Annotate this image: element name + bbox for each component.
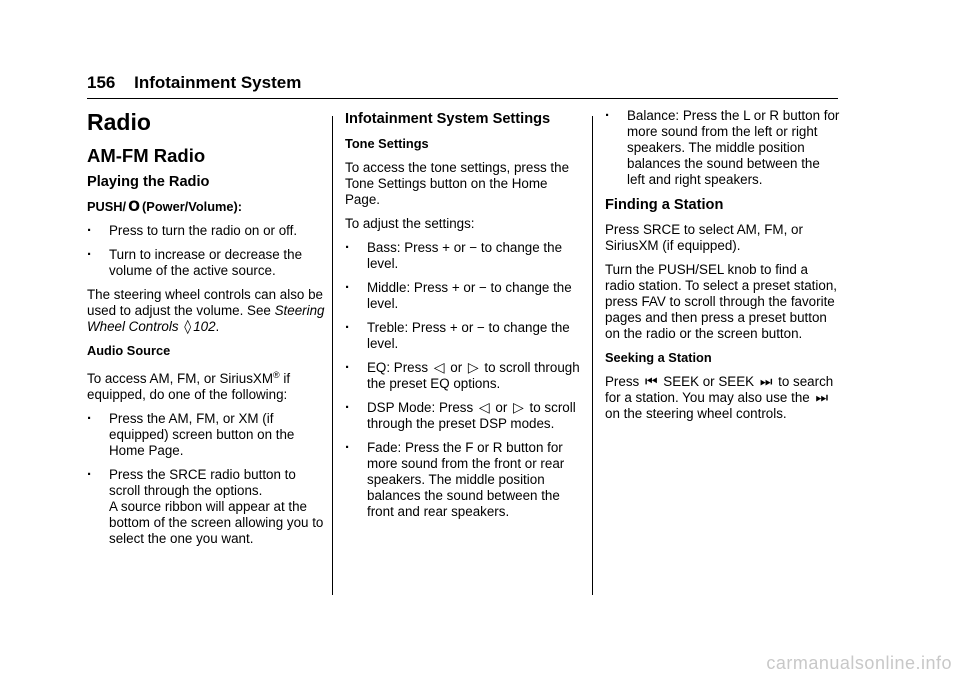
seek-back-icon: ⏮ xyxy=(644,374,658,390)
watermark: carmanualsonline.info xyxy=(766,653,952,673)
list-item: . Treble: Press + or − to change the level. xyxy=(345,315,570,351)
bullet-icon: . xyxy=(87,218,92,235)
section-title-finding: Finding a Station xyxy=(605,197,724,213)
bullet-icon: . xyxy=(345,395,350,412)
steering-controls-link[interactable]: Steering Wheel Controls xyxy=(87,303,325,334)
page-number: 156 xyxy=(87,73,116,92)
tone-paragraph: To access the tone settings, press the Tone Settings button on the Home Page. xyxy=(345,160,570,207)
right-arrow-icon: ▷ xyxy=(513,400,524,416)
seek-forward-icon: ⏭ xyxy=(759,374,773,390)
seek-forward-icon: ⏭ xyxy=(815,390,829,406)
list-item: . DSP Mode: Press ◁ or ▷ to scroll through the preset DSP modes. xyxy=(345,395,576,431)
list-item: . Balance: Press the L or R button for more sound from the left or right speakers. The middle position balances the sound between the left and right speakers. xyxy=(605,103,840,187)
list-item: . Press the SRCE radio button to scroll through the options. A source ribbon will appear at the bottom of the screen allowing you to select the one you want. xyxy=(87,462,324,546)
section-title-settings: Infotainment System Settings xyxy=(345,111,551,127)
seeking-heading: Seeking a Station xyxy=(605,350,712,365)
section-title-radio: Radio xyxy=(87,109,151,135)
bullet-icon: . xyxy=(87,406,92,423)
seek-paragraph: Press ⏮ SEEK or SEEK ⏭ to search for a station. You may also use the ⏭ on the steering wheel controls. xyxy=(605,374,834,421)
page-header xyxy=(87,72,838,94)
bullet-icon: . xyxy=(345,315,350,332)
list-item: . Press to turn the radio on or off. xyxy=(87,218,298,238)
column-2 xyxy=(345,108,580,528)
registered-mark: ® xyxy=(273,370,280,380)
bullet-icon: . xyxy=(345,235,350,252)
bullet-icon: . xyxy=(345,275,350,292)
audio-source-heading: Audio Source xyxy=(87,343,171,358)
chapter-title: Infotainment System xyxy=(134,73,302,92)
bullet-icon: . xyxy=(87,242,92,259)
right-arrow-icon: ▷ xyxy=(467,360,479,376)
list-item: . Bass: Press + or − to change the level. xyxy=(345,235,563,271)
tone-settings-heading: Tone Settings xyxy=(345,136,429,151)
bullet-icon: . xyxy=(345,355,350,372)
page-ref-number[interactable]: 102 xyxy=(193,319,216,334)
column-divider xyxy=(332,116,333,595)
column-3 xyxy=(605,103,840,430)
left-arrow-icon: ◁ xyxy=(433,360,445,376)
header-rule xyxy=(87,98,838,99)
page-reference-icon: ◊ xyxy=(184,319,192,335)
find-paragraph-2: Turn the PUSH/SEL knob to find a radio station. To select a preset station, press FAV to scroll through the favorite pages and then press a preset button on the radio or the screen button. xyxy=(605,262,837,341)
list-item: . Fade: Press the F or R button for more sound from the front or rear speakers. The middle position balances the sound between the front and rear speakers. xyxy=(345,435,565,519)
push-power-label: PUSH/ O (Power/Volume): xyxy=(87,199,243,215)
audio-source-paragraph: To access AM, FM, or SiriusXM® if equipped, do one of the following: xyxy=(87,370,291,402)
power-icon: O xyxy=(128,199,141,215)
steering-paragraph: The steering wheel controls can also be used to adjust the volume. See Steering Wheel Controls ◊ 102. xyxy=(87,287,325,335)
column-divider xyxy=(592,116,593,595)
find-paragraph-1: Press SRCE to select AM, FM, or SiriusXM (if equipped). xyxy=(605,222,803,253)
left-arrow-icon: ◁ xyxy=(478,400,490,416)
list-item: . Middle: Press + or − to change the level. xyxy=(345,275,572,311)
list-item: . EQ: Press ◁ or ▷ to scroll through the preset EQ options. xyxy=(345,355,580,391)
column-1 xyxy=(87,108,325,555)
bullet-icon: . xyxy=(605,103,610,120)
section-title-playing: Playing the Radio xyxy=(87,174,210,190)
list-item: . Press the AM, FM, or XM (if equipped) screen button on the Home Page. xyxy=(87,406,295,458)
bullet-icon: . xyxy=(345,435,350,452)
bullet-icon: . xyxy=(87,462,92,479)
adjust-paragraph: To adjust the settings: xyxy=(345,216,475,231)
list-item: . Turn to increase or decrease the volume of the active source. xyxy=(87,242,303,278)
section-title-am-fm: AM-FM Radio xyxy=(87,145,206,166)
